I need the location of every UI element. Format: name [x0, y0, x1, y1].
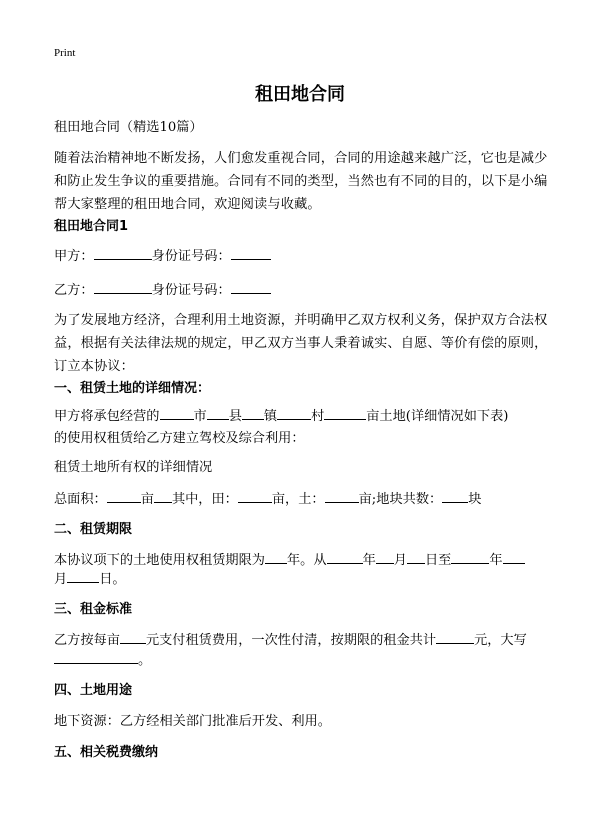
text: 。	[138, 653, 152, 668]
blank	[154, 490, 172, 503]
party-b-line	[54, 279, 550, 302]
section-4-heading: 四、土地用途	[54, 683, 133, 698]
text: 村	[311, 409, 325, 424]
blank	[231, 281, 271, 294]
blank	[94, 281, 152, 294]
blank	[207, 407, 229, 420]
text: 年	[362, 553, 376, 568]
section-5-heading: 五、相关税费缴纳	[54, 745, 159, 760]
section-1-line-2: 的使用权租赁给乙方建立驾校及综合利用：	[54, 431, 305, 446]
text: 月	[54, 572, 68, 587]
blank	[436, 631, 474, 644]
blank	[238, 490, 272, 503]
text: 亩;地块共数：	[358, 492, 443, 507]
party-a-line	[54, 245, 550, 268]
party-b-label: 乙方：	[54, 283, 94, 298]
blank	[94, 247, 152, 260]
blank	[107, 490, 141, 503]
party-b-id-label: 身份证号码：	[151, 283, 231, 298]
blank	[120, 631, 146, 644]
blank	[442, 490, 468, 503]
text: 月	[393, 553, 407, 568]
blank	[265, 551, 287, 564]
section-3-line-2	[54, 649, 550, 672]
blank	[54, 651, 138, 664]
intro-paragraph: 随着法治精神地不断发扬，人们愈发重视合同，合同的用途越来越广泛，它也是减少和防止发生争议的重要措施。合同有不同的类型，当然也有不同的目的，以下是小编帮大家整理的租田地合同，欢迎阅读与收藏。	[54, 151, 548, 212]
text: 县	[228, 409, 242, 424]
text: 乙方按每亩	[54, 633, 120, 648]
blank	[324, 407, 366, 420]
print-link[interactable]: Print	[54, 47, 76, 59]
blank	[503, 551, 525, 564]
text: 甲方将承包经营的	[54, 409, 160, 424]
section-1-heading: 一、租赁土地的详细情况：	[54, 381, 211, 396]
text: 元支付租赁费用，一次性付清，按期限的租金共计	[145, 633, 437, 648]
text: 亩土地(详细情况如下表)	[366, 409, 509, 424]
text: 本协议项下的土地使用权租赁期限为	[54, 553, 265, 568]
blank	[407, 551, 425, 564]
party-a-label: 甲方：	[54, 249, 94, 264]
text: 其中，田：	[171, 492, 238, 507]
purpose-paragraph: 为了发展地方经济，合理利用土地资源，并明确甲乙双方权利义务，保护双方合法权益，根据有关法律法规的规定，甲乙双方当事人秉着诚实、自愿、等价有偿的原则，订立本协议：	[54, 313, 548, 374]
text: 镇	[263, 409, 278, 424]
text: 日。	[99, 572, 126, 587]
section-3-heading: 三、租金标准	[54, 602, 133, 617]
blank	[451, 551, 489, 564]
document-subtitle: 租田地合同（精选10篇）	[54, 120, 203, 135]
section-4-text: 地下资源：乙方经相关部门批准后开发、利用。	[54, 714, 331, 729]
contract-heading: 租田地合同1	[54, 219, 129, 234]
text: 年	[489, 553, 503, 568]
text: 元，大写	[474, 633, 527, 648]
text: 亩	[140, 492, 154, 507]
section-1-line-1	[54, 405, 550, 428]
ownership-line: 租赁土地所有权的详细情况	[54, 460, 213, 475]
blank	[67, 570, 99, 583]
blank	[327, 551, 363, 564]
party-a-id-label: 身份证号码：	[151, 249, 231, 264]
blank	[160, 407, 194, 420]
text: 日至	[424, 553, 452, 568]
area-line	[54, 488, 550, 511]
blank	[231, 247, 271, 260]
blank	[277, 407, 311, 420]
text: 年。从	[287, 553, 327, 568]
blank	[242, 407, 264, 420]
blank	[376, 551, 394, 564]
document-title: 租田地合同	[255, 84, 345, 105]
blank	[325, 490, 359, 503]
text: 市	[193, 409, 207, 424]
text: 总面积：	[54, 492, 107, 507]
section-2-line-2	[54, 568, 550, 591]
text: 亩，土：	[271, 492, 325, 507]
section-2-heading: 二、租赁期限	[54, 522, 133, 537]
text: 块	[468, 492, 482, 507]
